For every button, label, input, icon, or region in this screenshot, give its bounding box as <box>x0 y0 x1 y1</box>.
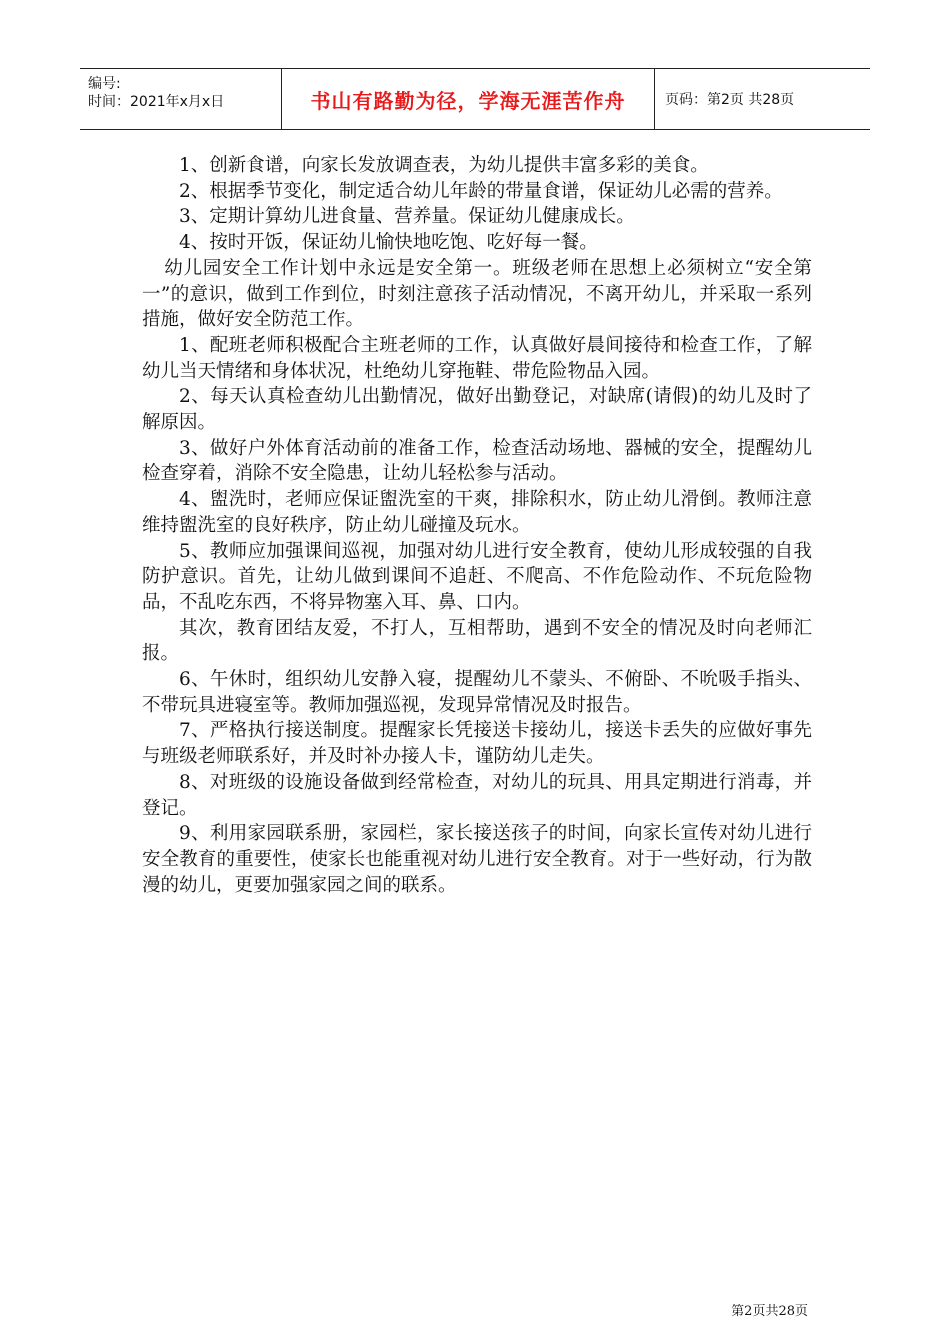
header-motto: 书山有路勤为径，学海无涯苦作舟 <box>310 88 626 113</box>
paragraph: 9、利用家园联系册，家园栏，家长接送孩子的时间，向家长宣传对幼儿进行安全教育的重要性，使家长也能重视对幼儿进行安全教育。对于一些好动，行为散漫的幼儿，更要加强家园之间的联系。 <box>142 823 812 896</box>
header-motto-cell <box>282 69 655 129</box>
header-page-cell <box>655 69 870 129</box>
paragraph: 1、创新食谱，向家长发放调查表，为幼儿提供丰富多彩的美食。 <box>179 155 709 176</box>
page-header <box>80 68 870 130</box>
document-date: 时间：2021年x月x日 <box>88 94 225 110</box>
document-number-label: 编号: <box>88 76 121 92</box>
paragraph: 3、做好户外体育活动前的准备工作，检查活动场地、器械的安全，提醒幼儿检查穿着，消除不安全隐患，让幼儿轻松参与活动。 <box>142 437 812 485</box>
paragraph: 4、盥洗时，老师应保证盥洗室的干爽，排除积水，防止幼儿滑倒。教师注意维持盥洗室的良好秩序，防止幼儿碰撞及玩水。 <box>142 489 812 536</box>
document-body <box>142 153 812 898</box>
paragraph: 5、教师应加强课间巡视，加强对幼儿进行安全教育，使幼儿形成较强的自我防护意识。首先，让幼儿做到课间不追赶、不爬高、不作危险动作、不玩危险物品，不乱吃东西，不将异物塞入耳、鼻、口内。 <box>142 540 812 613</box>
paragraph: 1、配班老师积极配合主班老师的工作，认真做好晨间接待和检查工作，了解幼儿当天情绪和身体状况，杜绝幼儿穿拖鞋、带危险物品入园。 <box>142 334 812 382</box>
paragraph: 其次，教育团结友爱，不打人，互相帮助，遇到不安全的情况及时向老师汇报。 <box>142 617 812 665</box>
header-meta <box>80 69 282 129</box>
paragraph: 7、严格执行接送制度。提醒家长凭接送卡接幼儿，接送卡丢失的应做好事先与班级老师联系好，并及时补办接人卡，谨防幼儿走失。 <box>142 720 812 768</box>
paragraph: 3、定期计算幼儿进食量、营养量。保证幼儿健康成长。 <box>179 206 635 228</box>
paragraph: 2、根据季节变化，制定适合幼儿年龄的带量食谱，保证幼儿必需的营养。 <box>179 180 783 202</box>
page-footer <box>731 1300 808 1319</box>
paragraph: 4、按时开饭，保证幼儿愉快地吃饱、吃好每一餐。 <box>179 232 598 254</box>
paragraph: 2、每天认真检查幼儿出勤情况，做好出勤登记，对缺席(请假)的幼儿及时了解原因。 <box>142 386 812 434</box>
header-page-number: 页码：第2页 共28页 <box>665 92 795 108</box>
paragraph: 6、午休时，组织幼儿安静入寝，提醒幼儿不蒙头、不俯卧、不吮吸手指头、不带玩具进寝室等。教师加强巡视，发现异常情况及时报告。 <box>142 669 812 716</box>
paragraph: 8、对班级的设施设备做到经常检查，对幼儿的玩具、用具定期进行消毒，并登记。 <box>142 771 812 819</box>
paragraph: 幼儿园安全工作计划中永远是安全第一。班级老师在思想上必须树立“安全第一”的意识，做到工作到位，时刻注意孩子活动情况，不离开幼儿，并采取一系列措施，做好安全防范工作。 <box>142 257 812 331</box>
footer-page-number: 第2页共28页 <box>731 1304 808 1319</box>
